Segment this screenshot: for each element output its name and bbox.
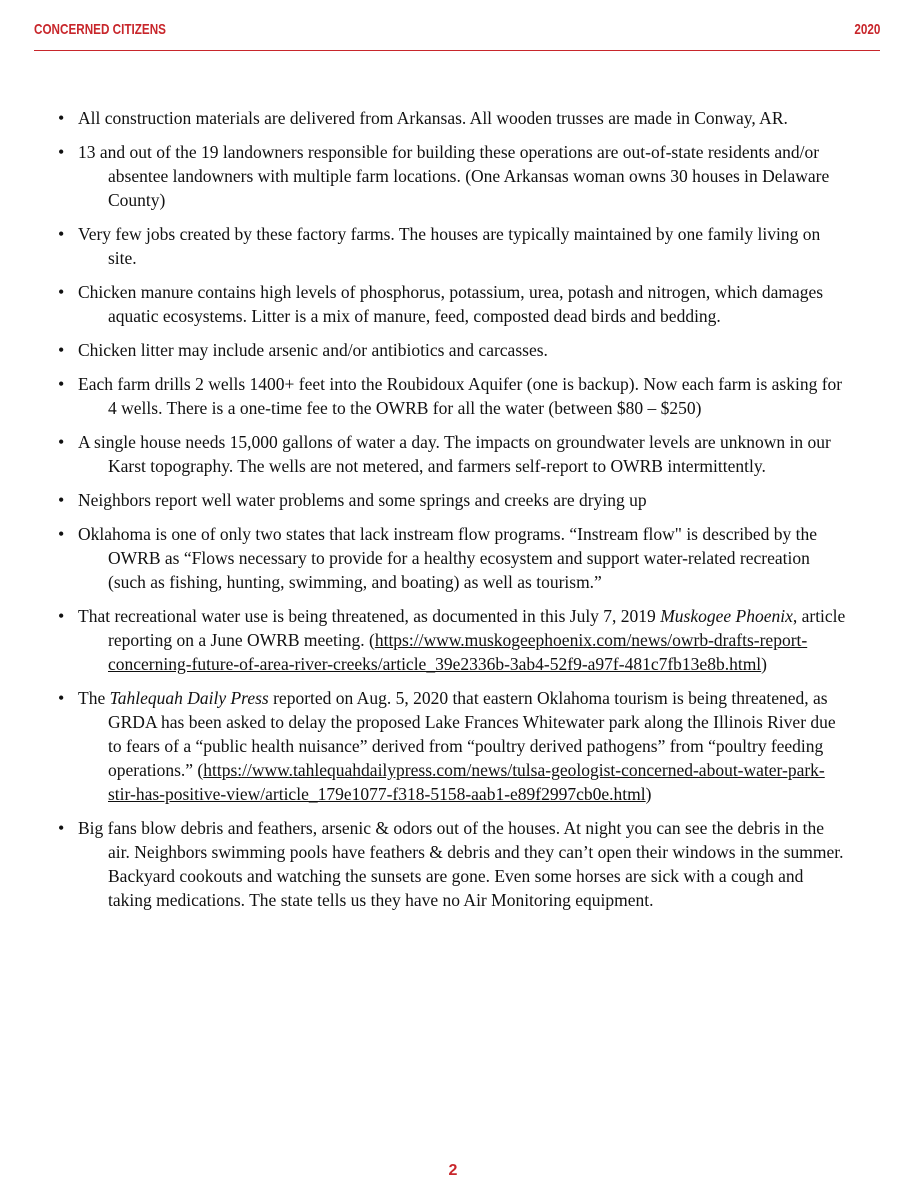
list-item [58,686,846,806]
header-org-title: CONCERNED CITIZENS [34,21,166,38]
list-item [58,430,846,478]
header-year: 2020 [853,21,880,38]
list-item-text: A single house needs 15,000 gallons of water a day. The impacts on groundwater levels are unknown in our Karst topography. The wells are not metered, and farmers self-report to OWRB intermittently. [78,432,831,476]
bullet-icon: • [58,524,65,544]
list-item [58,522,846,594]
bullet-icon: • [58,688,65,708]
list-item-text: All construction materials are delivered from Arkansas. All wooden trusses are made in Conway, AR. [78,108,788,128]
bullet-icon: • [58,340,65,360]
bullet-icon: • [58,224,65,244]
bullet-list [58,106,846,922]
list-item [58,280,846,328]
publication-name: Tahlequah Daily Press [109,688,269,708]
bullet-icon: • [58,432,65,452]
list-item [58,604,846,676]
page-header [34,18,880,51]
list-item [58,338,846,362]
article-link[interactable]: https://www.tahlequahdailypress.com/news/tulsa-geologist-concerned-about-water-park-stir-has-positive-view/article_179e1077-f318-5158-aab1-e89f2997cb0e.html [108,760,825,804]
list-item-text-mid: , article reporting on a June OWRB meeting. ( [108,606,846,650]
list-item-text-pre: The [78,688,110,708]
list-item [58,140,846,212]
bullet-icon: • [58,108,65,128]
list-item-text: Chicken manure contains high levels of phosphorus, potassium, urea, potash and nitrogen, which damages aquatic ecosystems. Litter is a mix of manure, feed, composted dead birds and bedding. [78,282,824,326]
article-link[interactable]: https://www.muskogeephoenix.com/news/owrb-drafts-report-concerning-future-of-area-river-creeks/article_39e2336b-3ab4-52f9-a97f-481c7fb13e8b.html [108,630,808,674]
bullet-icon: • [58,282,65,302]
list-item [58,222,846,270]
bullet-icon: • [58,606,65,626]
list-item-text-post: ) [761,654,767,674]
list-item-text-pre: That recreational water use is being threatened, as documented in this July 7, 2019 [78,606,661,626]
publication-name: Muskogee Phoenix [660,606,793,626]
list-item [58,488,846,512]
bullet-icon: • [58,374,65,394]
list-item-text: Chicken litter may include arsenic and/or antibiotics and carcasses. [78,340,548,360]
bullet-icon: • [58,818,65,838]
list-item-text: Oklahoma is one of only two states that lack instream flow programs. “Instream flow" is described by the OWRB as “Flows necessary to provide for a healthy ecosystem and support water-related recreation (such as fishing, hunting, swimming, and boating) as well as tourism.” [78,524,818,592]
list-item [58,816,846,912]
bullet-icon: • [58,142,65,162]
list-item-text-mid: reported on Aug. 5, 2020 that eastern Oklahoma tourism is being threatened, as GRDA has been asked to delay the proposed Lake Frances Whitewater park along the Illinois River due to fears of a “public health nuisance” derived from “poultry derived pathogens” from “poultry feeding operations.” ( [108,688,836,780]
list-item-text: 13 and out of the 19 landowners responsible for building these operations are out-of-state residents and/or absentee landowners with multiple farm locations. (One Arkansas woman owns 30 houses in Delaware County) [78,142,830,210]
list-item [58,372,846,420]
bullet-icon: • [58,490,65,510]
page-number: 2 [448,1162,458,1179]
list-item-text-post: ) [645,784,652,804]
list-item-text: Neighbors report well water problems and some springs and creeks are drying up [78,490,647,510]
list-item-text: Very few jobs created by these factory farms. The houses are typically maintained by one family living on site. [78,224,821,268]
list-item [58,106,846,130]
list-item-text: Big fans blow debris and feathers, arsenic & odors out of the houses. At night you can see the debris in the air. Neighbors swimming pools have feathers & debris and they can’t open their windows in the summer. Backyard cookouts and watching the sunsets are gone. Even some horses are sick with a cough and taking medications. The state tells us they have no Air Monitoring equipment. [78,818,844,910]
list-item-text: Each farm drills 2 wells 1400+ feet into the Roubidoux Aquifer (one is backup). Now each farm is asking for 4 wells. There is a one-time fee to the OWRB for all the water (between $80 – $250) [78,374,843,418]
